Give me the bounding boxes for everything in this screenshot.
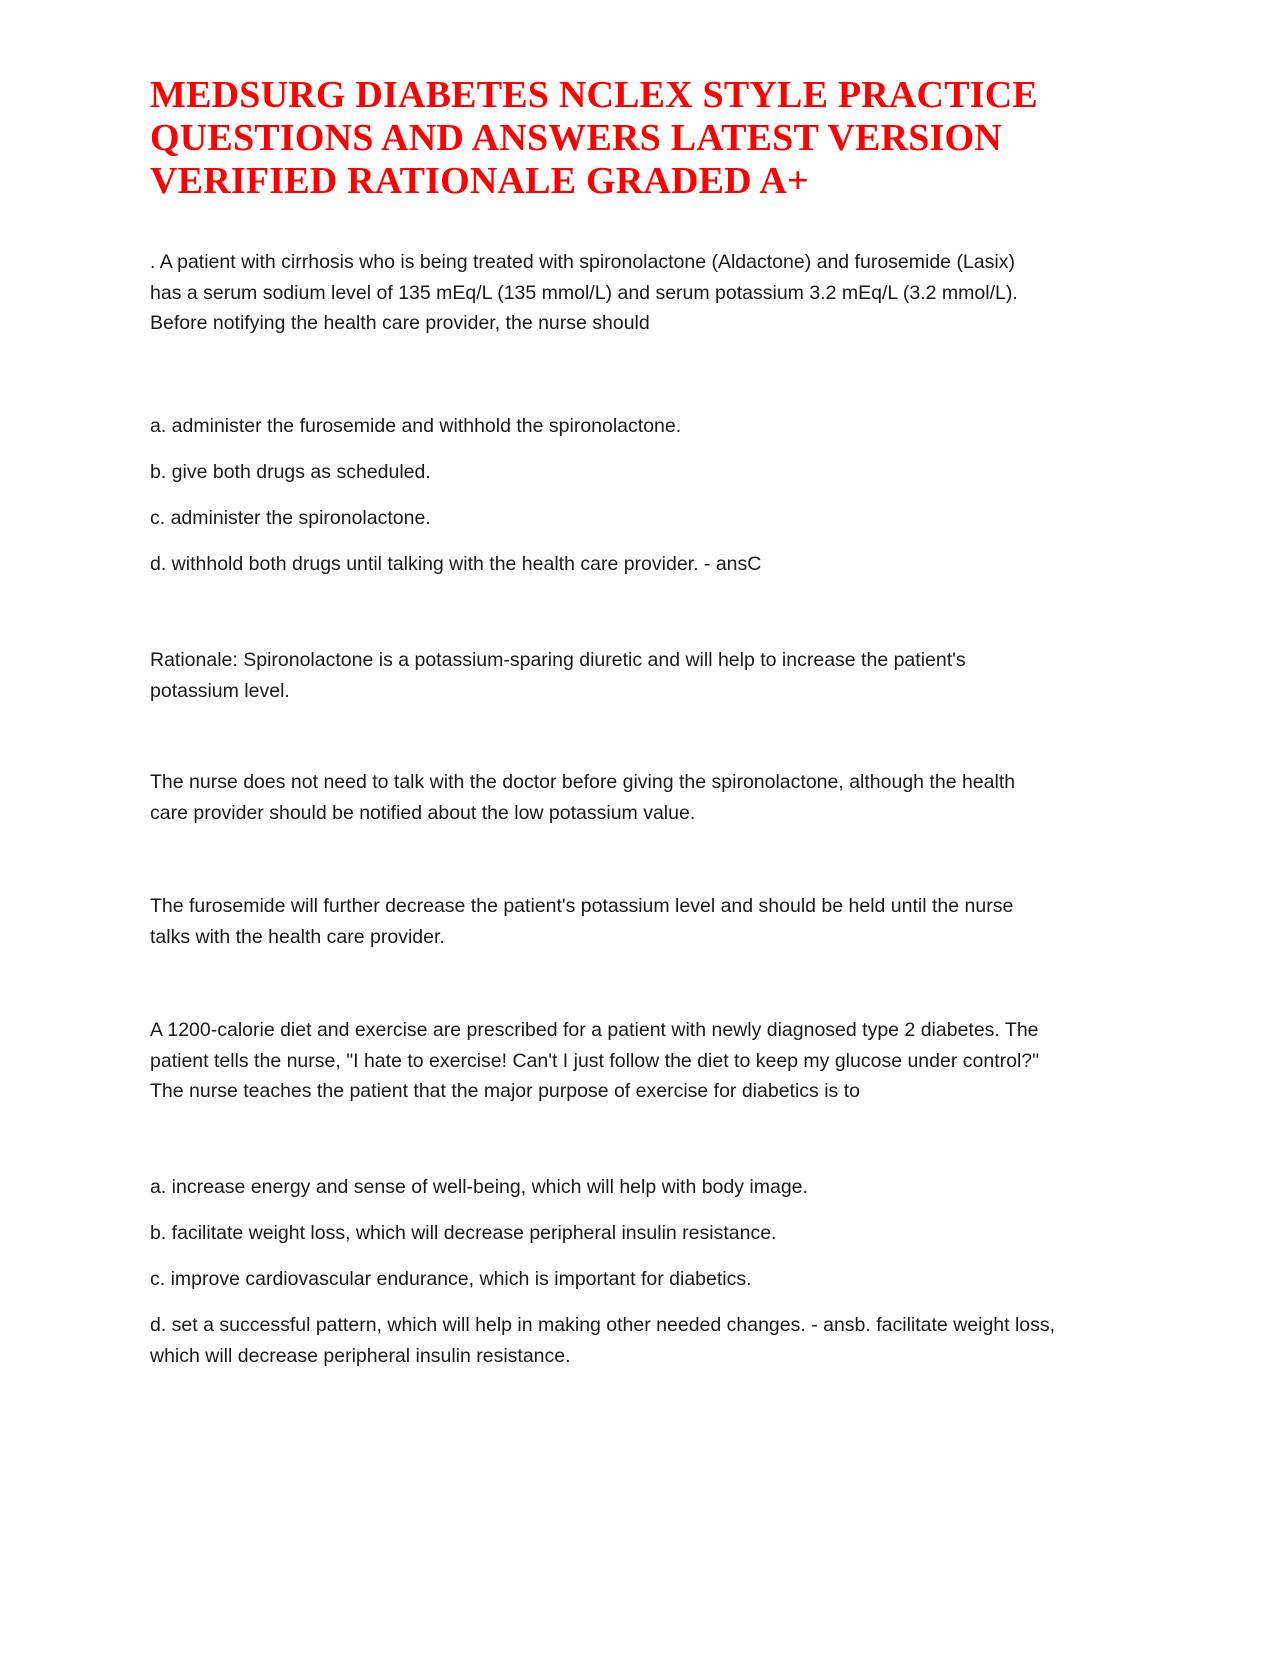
note-2-line-1: The furosemide will further decrease the patient's potassium level and should be held until the nurse	[150, 895, 1014, 917]
question-2-option-d-line-1: d. set a successful pattern, which will help in making other needed changes. - ansb. facilitate weight loss,	[150, 1314, 1056, 1336]
question-2-stem-line-2: patient tells the nurse, "I hate to exercise! Can't I just follow the diet to keep my glucose under control?"	[150, 1049, 1040, 1072]
question-2-option-c: c. improve cardiovascular endurance, which is important for diabetics.	[150, 1268, 752, 1290]
question-1-option-c: c. administer the spironolactone.	[150, 507, 431, 529]
question-1-option-d: d. withhold both drugs until talking with the health care provider. - ansC	[150, 553, 762, 575]
question-2-option-d	[150, 1310, 1130, 1371]
question-1-stem	[150, 247, 1130, 339]
note-1-line-1: The nurse does not need to talk with the doctor before giving the spironolactone, although the health	[150, 771, 1016, 793]
title-line-3: VERIFIED RATIONALE GRADED A+	[150, 160, 809, 202]
question-2-option-b: b. facilitate weight loss, which will decrease peripheral insulin resistance.	[150, 1222, 777, 1244]
question-2-stem-line-1: A 1200-calorie diet and exercise are prescribed for a patient with newly diagnosed type 2 diabetes. The	[150, 1019, 1039, 1041]
question-2-stem-line-3: The nurse teaches the patient that the major purpose of exercise for diabetics is to	[150, 1080, 860, 1102]
note-2-line-2: talks with the health care provider.	[150, 925, 445, 948]
question-1-note-2	[150, 891, 1130, 952]
question-1-option-a: a. administer the furosemide and withhold the spironolactone.	[150, 415, 682, 437]
rationale-line-2: potassium level.	[150, 679, 290, 702]
rationale-line-1: Rationale: Spironolactone is a potassium-sparing diuretic and will help to increase the patient's	[150, 649, 966, 671]
question-1-option-b: b. give both drugs as scheduled.	[150, 461, 431, 483]
title-line-2: QUESTIONS AND ANSWERS LATEST VERSION	[150, 117, 1002, 159]
question-1-note-1	[150, 767, 1130, 828]
question-2-option-a: a. increase energy and sense of well-being, which will help with body image.	[150, 1176, 808, 1198]
question-1-stem-line-1: . A patient with cirrhosis who is being treated with spironolactone (Aldactone) and furosemide (Lasix)	[150, 251, 1015, 273]
question-1-stem-line-3: Before notifying the health care provider, the nurse should	[150, 312, 650, 334]
question-2-stem	[150, 1015, 1130, 1107]
document-title	[150, 74, 1150, 203]
note-1-line-2: care provider should be notified about the low potassium value.	[150, 801, 696, 824]
question-1-stem-line-2: has a serum sodium level of 135 mEq/L (135 mmol/L) and serum potassium 3.2 mEq/L (3.2 mmol/L).	[150, 281, 1018, 304]
title-line-1: MEDSURG DIABETES NCLEX STYLE PRACTICE	[150, 74, 1038, 116]
question-1-rationale	[150, 645, 1130, 706]
question-2-option-d-line-2: which will decrease peripheral insulin resistance.	[150, 1344, 571, 1367]
